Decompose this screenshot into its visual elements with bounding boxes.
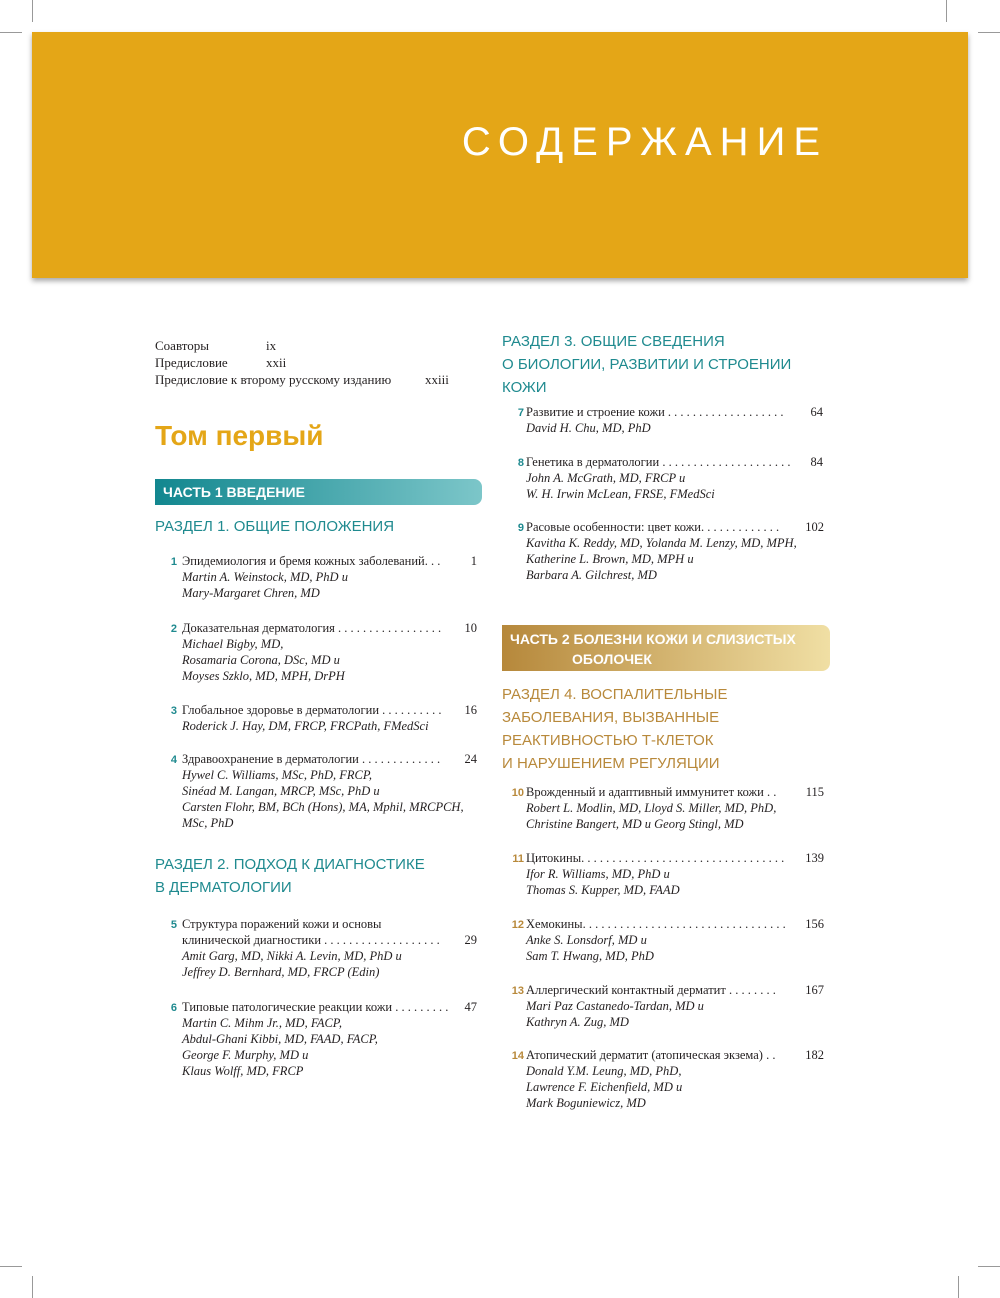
- chapter-number: 9: [517, 522, 524, 534]
- toc-entry-10[interactable]: [502, 784, 832, 834]
- chapter-title[interactable]: Генетика в дерматологии . . . . . . . . . . . . . . . . . . . . .: [526, 455, 791, 469]
- chapter-title[interactable]: Развитие и строение кожи . . . . . . . . . . . . . . . . . . .: [526, 405, 784, 419]
- chapter-number: 7: [517, 407, 524, 419]
- chapter-title[interactable]: Доказательная дерматология . . . . . . . . . . . . . . . . .: [182, 621, 442, 635]
- chapter-page: 115: [805, 785, 824, 799]
- chapter-author: Roderick J. Hay, DM, FRCP, FRCPath, FMedSci: [182, 719, 429, 733]
- chapter-number: 2: [170, 623, 177, 635]
- chapter-page: 182: [805, 1048, 824, 1062]
- crop-mark: [978, 1266, 1000, 1267]
- chapter-author: Anke S. Lonsdorf, MD и: [526, 933, 647, 947]
- front-matter: [155, 338, 485, 388]
- section-heading-line: РАЗДЕЛ 1. ОБЩИЕ ПОЛОЖЕНИЯ: [155, 518, 395, 535]
- section-3-heading: [502, 330, 791, 399]
- crop-mark: [958, 1276, 959, 1298]
- section-heading-line: В ДЕРМАТОЛОГИИ: [155, 879, 292, 896]
- chapter-author: Amit Garg, MD, Nikki A. Levin, MD, PhD и: [182, 949, 402, 963]
- front-matter-page: ix: [266, 338, 277, 353]
- chapter-number: 12: [511, 919, 524, 931]
- chapter-author: W. H. Irwin McLean, FRSE, FMedSci: [526, 487, 715, 501]
- chapter-author: Michael Bigby, MD,: [182, 637, 284, 651]
- chapter-page: 102: [805, 520, 824, 534]
- chapter-title[interactable]: Типовые патологические реакции кожи . . . . . . . . .: [182, 1000, 449, 1014]
- crop-mark: [978, 32, 1000, 33]
- chapter-author: Moyses Szklo, MD, MPH, DrPH: [182, 669, 345, 683]
- chapter-number: 3: [170, 705, 177, 717]
- chapter-number: 10: [511, 787, 524, 799]
- chapter-author: John A. McGrath, MD, FRCP и: [526, 471, 686, 485]
- front-matter-label[interactable]: Предисловие: [155, 355, 228, 370]
- chapter-author: Carsten Flohr, BM, BCh (Hons), MA, Mphil, MRCPCH,: [182, 800, 464, 814]
- chapter-author: Mark Boguniewicz, MD: [526, 1096, 646, 1110]
- section-heading-line: РАЗДЕЛ 3. ОБЩИЕ СВЕДЕНИЯ: [502, 333, 725, 350]
- chapter-number: 5: [170, 919, 177, 931]
- chapter-number: 14: [511, 1050, 524, 1062]
- chapter-page: 10: [464, 621, 477, 635]
- toc-entry-8[interactable]: [502, 454, 832, 504]
- toc-entry-1[interactable]: [155, 553, 485, 603]
- chapter-author: Ifor R. Williams, MD, PhD и: [526, 867, 670, 881]
- chapter-page: 1: [470, 554, 477, 568]
- chapter-number: 1: [170, 556, 177, 568]
- chapter-author: Abdul-Ghani Kibbi, MD, FAAD, FACP,: [182, 1032, 378, 1046]
- toc-entry-13[interactable]: [502, 982, 832, 1032]
- chapter-title[interactable]: Эпидемиология и бремя кожных заболеваний. . .: [182, 554, 441, 568]
- part-2-label-line2: ОБОЛОЧЕК: [572, 651, 652, 667]
- chapter-number: 13: [511, 985, 524, 997]
- chapter-author: Katherine L. Brown, MD, MPH и: [526, 552, 694, 566]
- part-2-bar: [502, 625, 830, 671]
- front-matter-label[interactable]: Предисловие к второму русскому изданию: [155, 372, 392, 387]
- chapter-author: Barbara A. Gilchrest, MD: [526, 568, 657, 582]
- chapter-author: Robert L. Modlin, MD, Lloyd S. Miller, MD, PhD,: [526, 801, 777, 815]
- chapter-author: Donald Y.M. Leung, MD, PhD,: [526, 1064, 682, 1078]
- part-2-label: [510, 629, 796, 669]
- chapter-number: 8: [517, 457, 524, 469]
- chapter-author: Martin A. Weinstock, MD, PhD и: [182, 570, 348, 584]
- chapter-page: 139: [805, 851, 824, 865]
- header-banner: [32, 32, 968, 278]
- chapter-author: Mari Paz Castanedo-Tardan, MD и: [526, 999, 704, 1013]
- chapter-author: Kavitha K. Reddy, MD, Yolanda M. Lenzy, MD, MPH,: [526, 536, 797, 550]
- chapter-author: Sam T. Hwang, MD, PhD: [526, 949, 654, 963]
- toc-entry-7[interactable]: [502, 404, 832, 438]
- part-1-bar: [155, 479, 482, 505]
- toc-entry-11[interactable]: [502, 850, 832, 900]
- crop-mark: [32, 0, 33, 22]
- chapter-title[interactable]: Атопический дерматит (атопическая экзема) . .: [526, 1048, 776, 1062]
- crop-mark: [0, 1266, 22, 1267]
- chapter-title[interactable]: Структура поражений кожи и основы: [182, 917, 382, 931]
- chapter-title[interactable]: Цитокины. . . . . . . . . . . . . . . . . . . . . . . . . . . . . . . . .: [526, 851, 785, 865]
- toc-entry-3[interactable]: [155, 702, 485, 736]
- toc-entry-4[interactable]: [155, 751, 500, 833]
- volume-heading: Том первый: [155, 420, 324, 451]
- chapter-author: Klaus Wolff, MD, FRCP: [182, 1064, 304, 1078]
- front-matter-label[interactable]: Соавторы: [155, 338, 209, 353]
- section-heading-line: КОЖИ: [502, 379, 547, 396]
- section-4-heading: [502, 683, 727, 775]
- front-matter-page: xxii: [266, 355, 287, 370]
- chapter-author: Mary-Margaret Chren, MD: [182, 586, 320, 600]
- section-heading-line: О БИОЛОГИИ, РАЗВИТИИ И СТРОЕНИИ: [502, 356, 792, 373]
- chapter-page: 167: [805, 983, 824, 997]
- chapter-title[interactable]: Расовые особенности: цвет кожи. . . . . . . . . . . . .: [526, 520, 780, 534]
- chapter-title[interactable]: Глобальное здоровье в дерматологии . . . . . . . . . .: [182, 703, 442, 717]
- chapter-page: 64: [810, 405, 823, 419]
- toc-entry-12[interactable]: [502, 916, 832, 966]
- chapter-author: Kathryn A. Zug, MD: [526, 1015, 629, 1029]
- chapter-author: George F. Murphy, MD и: [182, 1048, 309, 1062]
- chapter-author: Rosamaria Corona, DSc, MD и: [182, 653, 340, 667]
- chapter-title[interactable]: Хемокины. . . . . . . . . . . . . . . . . . . . . . . . . . . . . . . . .: [526, 917, 786, 931]
- crop-mark: [946, 0, 947, 22]
- chapter-author: MSc, PhD: [182, 816, 234, 830]
- toc-entry-14[interactable]: [502, 1047, 832, 1113]
- part-2-label-line1: ЧАСТЬ 2 БОЛЕЗНИ КОЖИ И СЛИЗИСТЫХ: [510, 631, 796, 647]
- section-heading-line: РЕАКТИВНОСТЬЮ Т-КЛЕТОК: [502, 732, 714, 749]
- page-title: СОДЕРЖАНИЕ: [461, 120, 828, 164]
- section-heading-line: И НАРУШЕНИЕМ РЕГУЛЯЦИИ: [502, 755, 720, 772]
- chapter-author: Martin C. Mihm Jr., MD, FACP,: [182, 1016, 342, 1030]
- chapter-page: 24: [464, 752, 477, 766]
- section-1-heading: [155, 515, 394, 538]
- toc-entry-9[interactable]: [502, 519, 832, 585]
- chapter-author: Thomas S. Kupper, MD, FAAD: [526, 883, 680, 897]
- chapter-title-continued[interactable]: клинической диагностики . . . . . . . . . . . . . . . . . . .: [182, 933, 440, 947]
- chapter-title[interactable]: Врожденный и адаптивный иммунитет кожи . .: [526, 785, 777, 799]
- part-1-label: ЧАСТЬ 1 ВВЕДЕНИЕ: [163, 484, 305, 500]
- chapter-number: 4: [170, 754, 177, 766]
- chapter-number: 11: [512, 853, 524, 865]
- chapter-title[interactable]: Здравоохранение в дерматологии . . . . . . . . . . . . .: [182, 752, 441, 766]
- section-2-heading: [155, 853, 425, 899]
- chapter-author: Sinéad M. Langan, MRCP, MSc, PhD и: [182, 784, 380, 798]
- chapter-page: 16: [464, 703, 477, 717]
- chapter-number: 6: [170, 1002, 177, 1014]
- section-heading-line: РАЗДЕЛ 2. ПОДХОД К ДИАГНОСТИКЕ: [155, 856, 425, 873]
- front-matter-page: xxiii: [425, 372, 449, 387]
- chapter-author: Lawrence F. Eichenfield, MD и: [526, 1080, 683, 1094]
- crop-mark: [32, 1276, 33, 1298]
- toc-entry-6[interactable]: [155, 999, 485, 1081]
- chapter-author: Jeffrey D. Bernhard, MD, FRCP (Edin): [182, 965, 380, 979]
- toc-entry-5[interactable]: [155, 916, 485, 982]
- section-heading-line: РАЗДЕЛ 4. ВОСПАЛИТЕЛЬНЫЕ: [502, 686, 728, 703]
- chapter-page: 29: [464, 933, 477, 947]
- chapter-author: David H. Chu, MD, PhD: [526, 421, 651, 435]
- chapter-author: Hywel C. Williams, MSc, PhD, FRCP,: [182, 768, 373, 782]
- chapter-page: 156: [805, 917, 824, 931]
- section-heading-line: ЗАБОЛЕВАНИЯ, ВЫЗВАННЫЕ: [502, 709, 720, 726]
- chapter-author: Christine Bangert, MD и Georg Stingl, MD: [526, 817, 744, 831]
- crop-mark: [0, 32, 22, 33]
- chapter-page: 47: [464, 1000, 477, 1014]
- toc-entry-2[interactable]: [155, 620, 485, 686]
- chapter-title[interactable]: Аллергический контактный дерматит . . . . . . . .: [526, 983, 776, 997]
- chapter-page: 84: [810, 455, 823, 469]
